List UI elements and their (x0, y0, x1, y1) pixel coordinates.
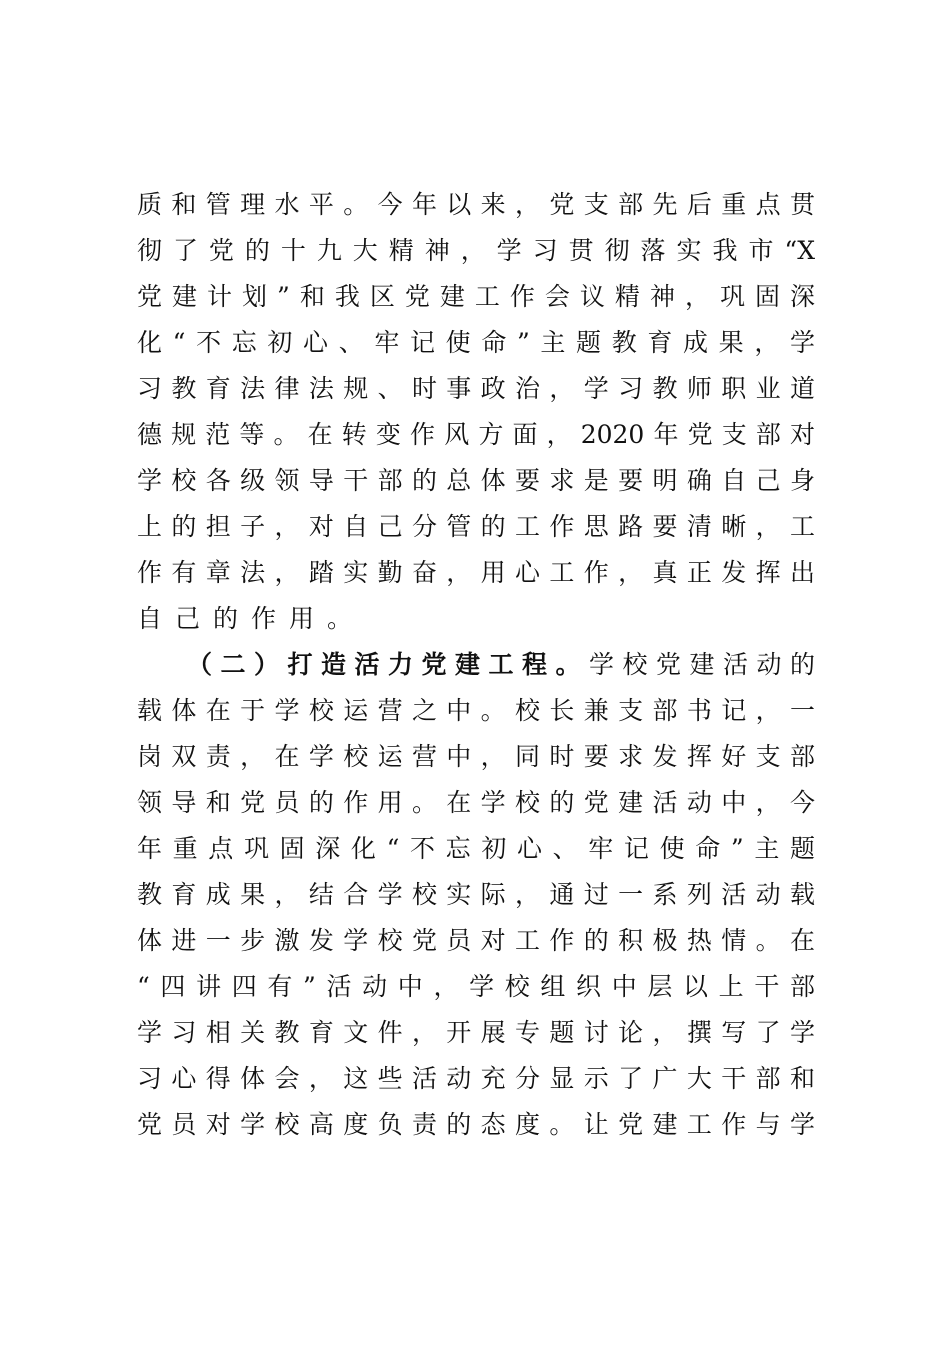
paragraph-line: 年重点巩固深化“不忘初心、牢记使命”主题 (137, 834, 815, 863)
paragraph-last-line: 自己的作用。 (137, 604, 366, 633)
paragraph-line: 德规范等。在转变作风方面，2020年党支部对 (137, 420, 815, 449)
paragraph-1 (137, 182, 815, 642)
paragraph-line: 彻了党的十九大精神，学习贯彻落实我市“X (137, 236, 815, 265)
heading-line-text: 学校党建活动的 (588, 650, 815, 679)
paragraph-2 (137, 642, 815, 1148)
paragraph-line: 领导和党员的作用。在学校的党建活动中，今 (137, 788, 815, 817)
paragraph-line: 教育成果，结合学校实际，通过一系列活动载 (137, 880, 815, 909)
paragraph-line: 党建计划”和我区党建工作会议精神，巩固深 (137, 282, 815, 311)
paragraph-line: 学习相关教育文件，开展专题讨论，撰写了学 (137, 1018, 815, 1047)
paragraph-line: 作有章法，踏实勤奋，用心工作，真正发挥出 (137, 558, 815, 587)
paragraph-line: 化“不忘初心、牢记使命”主题教育成果，学 (137, 328, 815, 357)
section-heading: （二）打造活力党建工程。 (187, 650, 589, 679)
paragraph-line: 体进一步激发学校党员对工作的积极热情。在 (137, 926, 815, 955)
paragraph-line: 上的担子，对自己分管的工作思路要清晰，工 (137, 512, 815, 541)
paragraph-heading-line (137, 642, 815, 688)
paragraph-line: 党员对学校高度负责的态度。让党建工作与学 (137, 1110, 815, 1139)
paragraph-line: 习心得体会，这些活动充分显示了广大干部和 (137, 1064, 815, 1093)
paragraph-line: “四讲四有”活动中，学校组织中层以上干部 (137, 972, 815, 1001)
paragraph-line: 学校各级领导干部的总体要求是要明确自己身 (137, 466, 815, 495)
paragraph-line: 质和管理水平。今年以来，党支部先后重点贯 (137, 190, 815, 219)
paragraph-line: 习教育法律法规、时事政治，学习教师职业道 (137, 374, 815, 403)
paragraph-line: 岗双责，在学校运营中，同时要求发挥好支部 (137, 742, 815, 771)
paragraph-line: 载体在于学校运营之中。校长兼支部书记，一 (137, 696, 815, 725)
